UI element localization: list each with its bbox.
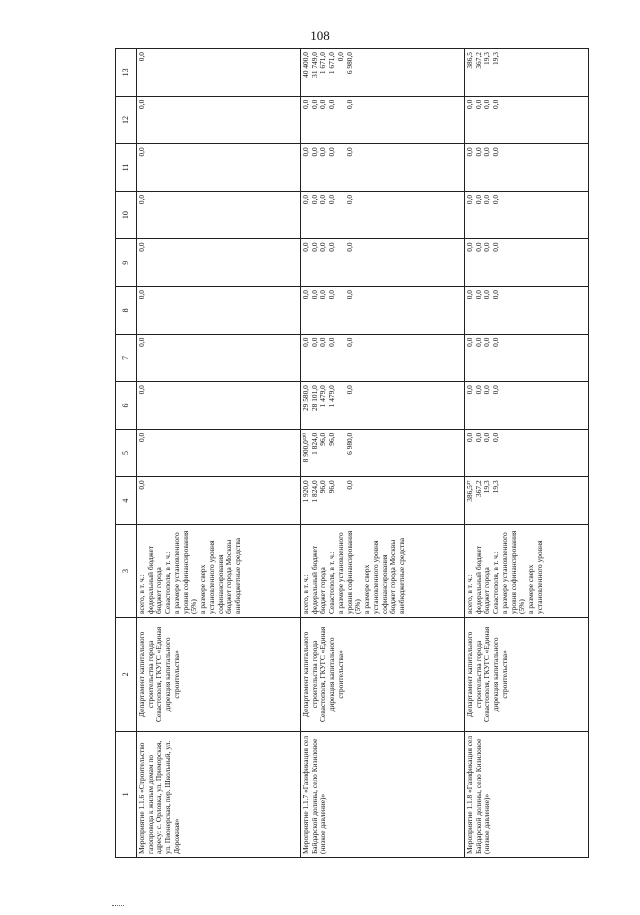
header-cell: 7 (116, 334, 137, 382)
value-cell (137, 429, 301, 477)
source-cell (137, 524, 301, 617)
value-line: 0,0 (464, 385, 474, 395)
value-line: 0,0 (464, 337, 474, 347)
executor-cell: Департамент капитального строительства города Севастополя, ГКУГС «Единая дирекция капитального строительства» (137, 618, 301, 732)
measure-cell: Мероприятие 1.1.8 «Газификация сел Байдарской долины, село Кизиловое (низкое давление)» (464, 731, 588, 857)
source-label: бюджет города Севастополя, в т. ч.: (154, 551, 173, 614)
value-cell (464, 477, 588, 525)
value-line: 0,0 (482, 147, 492, 157)
value-cell (137, 49, 301, 97)
source-cell (300, 524, 464, 617)
value-line: 0,0 (137, 242, 146, 252)
value-line: 0,0 (309, 99, 319, 109)
source-label: федеральный бюджет (145, 545, 155, 614)
value-cell (464, 239, 588, 287)
value-line: 96,0 (318, 480, 328, 494)
value-line: 0,0 (482, 194, 492, 205)
value-line: 0,0 (482, 290, 492, 300)
value-line: 0,0 (309, 242, 319, 252)
value-cell (300, 287, 464, 335)
value-line: 0,0 (473, 147, 483, 157)
value-cell (464, 191, 588, 239)
value-line: 0,0 (300, 290, 310, 300)
value-line: 0,0 (491, 290, 501, 300)
value-line: 0,0 (344, 242, 354, 252)
value-cell (300, 144, 464, 192)
value-line: 0,0 (344, 337, 354, 347)
value-cell (137, 382, 301, 430)
value-cell (300, 191, 464, 239)
value-line: 0,0 (491, 99, 501, 109)
source-label: бюджет города Москвы (224, 539, 234, 614)
table-row (137, 49, 301, 858)
value-line: 1 824,0 (309, 480, 319, 503)
value-line: 0,0 (309, 290, 319, 300)
value-cell (137, 239, 301, 287)
value-line: 0,0 (491, 194, 501, 205)
value-cell (300, 49, 464, 97)
value-line: 0,0 (309, 337, 319, 347)
value-line: 0,0 (464, 147, 474, 157)
value-line: 19,3 (491, 52, 501, 65)
source-label: всего, в т. ч.: (137, 574, 146, 614)
value-cell (464, 287, 588, 335)
value-cell (137, 334, 301, 382)
executor-cell: Департамент капитального строительства города Севастополя, ГКУГС «Единая дирекция капитального строительства» (300, 618, 464, 732)
header-cell: 1 (116, 731, 137, 857)
value-cell (300, 239, 464, 287)
value-line: 0,0 (335, 52, 345, 62)
value-line: 367,2 (473, 480, 483, 497)
value-line: 0,0 (344, 290, 354, 300)
value-line: 0,0 (327, 290, 337, 300)
value-line: 0,0 (300, 194, 310, 205)
value-cell (137, 287, 301, 335)
source-label: бюджет города Москвы (388, 539, 398, 614)
value-cell (464, 96, 588, 144)
value-line: 367,2 (473, 52, 483, 69)
value-line: 386,5 (464, 52, 474, 69)
value-line: 0,0 (327, 337, 337, 347)
value-line: 0,0 (137, 480, 146, 490)
page-number: 108 (310, 28, 330, 43)
value-line: 0,0 (464, 99, 474, 109)
value-line: 0,0 (309, 147, 319, 157)
header-row (116, 49, 137, 858)
value-line: 0,0 (482, 242, 492, 252)
value-line: 28 101,0 (309, 385, 319, 412)
value-cell (300, 429, 464, 477)
header-cell: 2 (116, 618, 137, 732)
value-line: 0,0 (482, 337, 492, 347)
source-label: внебюджетные средства (397, 537, 407, 614)
value-line: 0,0 (344, 99, 354, 109)
source-label: бюджет города Севастополя, в т. ч.: (318, 551, 337, 614)
source-label: в размере установленного уровня софинансирования (5%) (335, 530, 363, 614)
value-line: 0,0 (327, 99, 337, 109)
header-cell: 3 (116, 524, 137, 617)
source-label: в размере сверх установленного уровня софинансирования (198, 540, 225, 614)
measure-cell: Мероприятие 1.1.6 «Строительство газопровода к жилым домам по адресу: с. Орловка, ул. Приморская, ул. Пионерская, пер. Школьный, ул. Дорожная» (137, 731, 301, 857)
value-line: 0,0 (137, 147, 146, 157)
value-line: 96,0 (327, 480, 337, 494)
value-line: 0,0 (137, 337, 146, 347)
value-line: 0,0 (318, 337, 328, 347)
header-cell: 8 (116, 287, 137, 335)
value-line: 0,0 (473, 385, 483, 395)
financing-table (115, 48, 589, 858)
value-cell (464, 144, 588, 192)
value-line: 0,0 (300, 242, 310, 252)
value-line: 0,0 (473, 337, 483, 347)
value-line: 1 671,0 (318, 52, 328, 75)
value-cell (137, 477, 301, 525)
source-label: в размере сверх установленного уровня (526, 540, 544, 614)
table-row (300, 49, 464, 858)
source-label: внебюджетные средства (233, 537, 243, 614)
value-line: 0,0 (137, 432, 146, 442)
header-cell: 6 (116, 382, 137, 430)
value-line: 1 824,0 (309, 432, 319, 455)
source-label: федеральный бюджет (473, 545, 483, 614)
table-row (464, 49, 588, 858)
value-line: 0,0 (137, 290, 146, 300)
value-line: 96,0 (318, 432, 328, 446)
value-line: 0,0 (473, 99, 483, 109)
value-line: 0,0 (318, 99, 328, 109)
value-line: 29 580,0 (300, 385, 310, 412)
value-line: 0,0 (344, 385, 354, 395)
value-cell (137, 191, 301, 239)
value-line: 0,0 (137, 385, 146, 395)
value-line: 0,0 (344, 147, 354, 157)
value-line: 0,0 (300, 99, 310, 109)
value-line: 0,0 (473, 194, 483, 205)
value-line: 0,0 (464, 194, 474, 205)
value-cell (464, 429, 588, 477)
value-cell (464, 49, 588, 97)
value-line: 0,0 (482, 385, 492, 395)
value-line: 0,0 (327, 194, 337, 205)
value-line: 8 900,0¹²⁰ (300, 432, 310, 463)
value-line: 96,0 (327, 432, 337, 446)
value-line: 0,0 (464, 290, 474, 300)
page-footer-mark (112, 905, 124, 910)
source-label: в размере сверх установленного уровня софинансирования (362, 540, 389, 614)
value-cell (137, 144, 301, 192)
value-line: 0,0 (309, 194, 319, 205)
source-cell (464, 524, 588, 617)
value-line: 0,0 (327, 242, 337, 252)
source-label: бюджет города Севастополя, в т. ч.: (482, 551, 501, 614)
value-line: 1 671,0 (327, 52, 337, 75)
value-line: 0,0 (482, 99, 492, 109)
value-line: 0,0 (473, 290, 483, 300)
header-cell: 9 (116, 239, 137, 287)
source-label: федеральный бюджет (309, 545, 319, 614)
value-line: 0,0 (137, 99, 146, 109)
source-label: в размере установленного уровня софинансирования (5%) (499, 530, 527, 614)
value-line: 0,0 (473, 432, 483, 442)
header-cell: 11 (116, 144, 137, 192)
value-cell (300, 96, 464, 144)
value-line: 19,3 (482, 52, 492, 65)
value-cell (137, 96, 301, 144)
value-line: 386,5³⁷ (464, 480, 474, 502)
value-line: 0,0 (464, 242, 474, 252)
value-line: 0,0 (464, 432, 474, 442)
value-line: 1 920,0 (300, 480, 310, 503)
rotated-financing-table (115, 48, 589, 858)
header-cell: 10 (116, 191, 137, 239)
value-line: 40 400,0 (300, 52, 310, 78)
value-line: 19,3 (482, 480, 492, 494)
value-line: 0,0 (300, 147, 310, 157)
value-line: 0,0 (491, 385, 501, 395)
value-line: 0,0 (137, 194, 146, 205)
value-line: 0,0 (300, 337, 310, 347)
source-label: всего, в т. ч.: (464, 574, 474, 614)
value-line: 0,0 (327, 147, 337, 157)
value-cell (464, 334, 588, 382)
value-line: 0,0 (137, 52, 146, 62)
measure-cell: Мероприятие 1.1.7 «Газификация сел Байдарской долины, село Кизиловое (низкое давление)» (300, 731, 464, 857)
value-line: 31 749,0 (309, 52, 319, 78)
value-line: 19,3 (491, 480, 501, 494)
value-line: 0,0 (318, 194, 328, 205)
value-cell (464, 382, 588, 430)
value-line: 0,0 (491, 337, 501, 347)
value-line: 0,0 (344, 480, 354, 490)
value-line: 0,0 (318, 290, 328, 300)
value-line: 6 980,0 (344, 432, 354, 455)
source-label: в размере установленного уровня софинансирования (5%) (171, 530, 199, 614)
header-cell: 12 (116, 96, 137, 144)
header-cell: 5 (116, 429, 137, 477)
header-cell: 13 (116, 49, 137, 97)
value-line: 1 479,0 (327, 385, 337, 408)
value-cell (300, 334, 464, 382)
value-cell (300, 477, 464, 525)
value-line: 0,0 (344, 194, 354, 205)
value-line: 1 479,0 (318, 385, 328, 408)
value-line: 6 980,0 (344, 52, 354, 75)
value-line: 0,0 (491, 432, 501, 442)
value-cell (300, 382, 464, 430)
value-line: 0,0 (491, 147, 501, 157)
value-line: 0,0 (482, 432, 492, 442)
value-line: 0,0 (473, 242, 483, 252)
value-line: 0,0 (491, 242, 501, 252)
value-line: 0,0 (318, 147, 328, 157)
value-line: 0,0 (318, 242, 328, 252)
executor-cell: Департамент капитального строительства города Севастополя, ГКУГС «Единая дирекция капитального строительства» (464, 618, 588, 732)
source-label: всего, в т. ч.: (300, 574, 310, 614)
header-cell: 4 (116, 477, 137, 525)
